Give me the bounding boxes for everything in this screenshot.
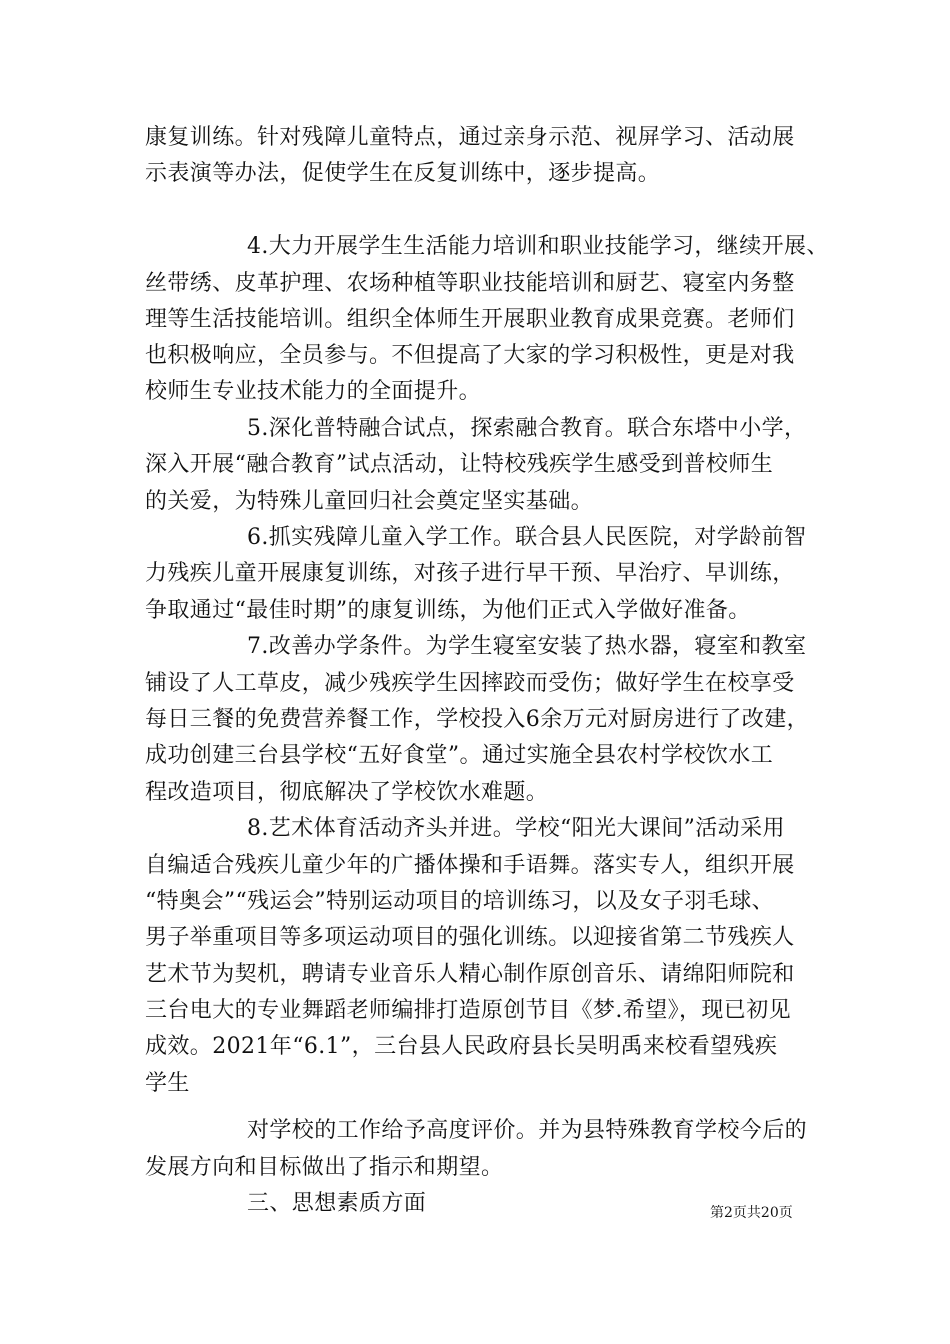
body-line: 校师生专业技术能力的全面提升。 (145, 379, 482, 404)
body-line: 艺术节为契机，聘请专业音乐人精心制作原创音乐、请绵阳师院和 (145, 962, 795, 987)
body-line: 每日三餐的免费营养餐工作，学校投入6余万元对厨房进行了改建， (145, 707, 809, 732)
paragraph-8-start: 8.艺术体育活动齐头并进。学校“阳光大课间”活动采用 (247, 816, 785, 841)
body-line: 学生 (145, 1071, 190, 1096)
body-line: 男子举重项目等多项运动项目的强化训练。以迎接省第二节残疾人 (145, 925, 795, 950)
page-number: 第2页共20页 (710, 1205, 793, 1221)
body-line: 深入开展“融合教育”试点活动，让特校残疾学生感受到普校师生 (145, 452, 774, 477)
body-line: 三台电大的专业舞蹈老师编排打造原创节目《梦.希望》，现已初见 (145, 998, 791, 1023)
paragraph-continuation: 对学校的工作给予高度评价。并为县特殊教育学校今后的 (247, 1118, 808, 1143)
paragraph-7-start: 7.改善办学条件。为学生寝室安装了热水器，寝室和教室 (247, 634, 807, 659)
body-line: 也积极响应，全员参与。不但提高了大家的学习积极性，更是对我 (145, 343, 795, 368)
body-line: 力残疾儿童开展康复训练，对孩子进行早干预、早治疗、早训练， (145, 561, 795, 586)
body-line: 康复训练。针对残障儿童特点，通过亲身示范、视屏学习、活动展 (145, 125, 795, 150)
body-line: 成效。2021年“6.1”，三台县人民政府县长吴明禹来校看望残疾 (145, 1034, 778, 1059)
body-line: 程改造项目，彻底解决了学校饮水难题。 (145, 780, 549, 805)
body-line: 成功创建三台县学校“五好食堂”。通过实施全县农村学校饮水工 (145, 743, 774, 768)
body-line: 自编适合残疾儿童少年的广播体操和手语舞。落实专人，组织开展 (145, 853, 795, 878)
body-line: 理等生活技能培训。组织全体师生开展职业教育成果竞赛。老师们 (145, 307, 795, 332)
body-line: 争取通过“最佳时期”的康复训练，为他们正式入学做好准备。 (145, 598, 751, 623)
paragraph-5-start: 5.深化普特融合试点，探索融合教育。联合东塔中小学， (247, 416, 807, 441)
section-heading: 三、思想素质方面 (247, 1191, 427, 1216)
body-line: 示表演等办法，促使学生在反复训练中，逐步提高。 (145, 161, 661, 186)
paragraph-4-start: 4.大力开展学生生活能力培训和职业技能学习，继续开展、 (247, 234, 829, 259)
body-line: “特奥会”“残运会”特别运动项目的培训练习，以及女子羽毛球、 (145, 889, 774, 914)
body-line: 丝带绣、皮革护理、农场种植等职业技能培训和厨艺、寝室内务整 (145, 271, 795, 296)
body-line: 的关爱，为特殊儿童回归社会奠定坚实基础。 (145, 489, 594, 514)
body-line: 发展方向和目标做出了指示和期望。 (145, 1155, 504, 1180)
body-line: 铺设了人工草皮，减少残疾学生因摔跤而受伤；做好学生在校享受 (145, 671, 795, 696)
paragraph-6-start: 6.抓实残障儿童入学工作。联合县人民医院，对学龄前智 (247, 525, 807, 550)
